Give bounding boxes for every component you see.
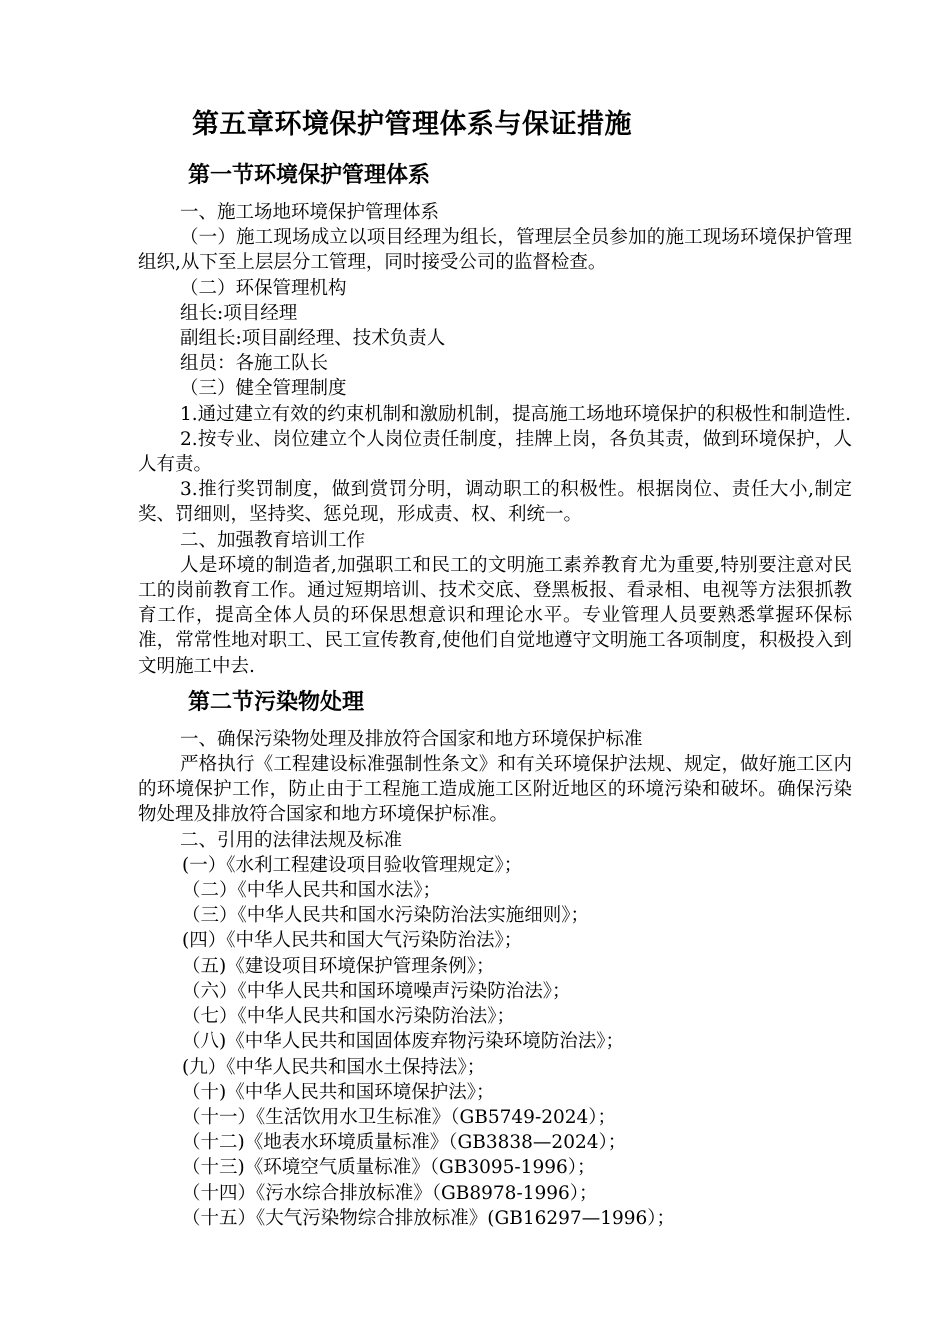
reference-item: （二）《中华人民共和国水法》； <box>182 880 442 902</box>
section-title: 第二节污染物处理 <box>188 689 365 715</box>
heading-item: 二、引用的法律法规及标准 <box>180 829 403 851</box>
heading-item: （三）健全管理制度 <box>180 378 347 400</box>
reference-item: （十)《中华人民共和国环境保护法》； <box>182 1081 495 1103</box>
paragraph: （一）施工现场成立以项目经理为组长，管理层全员参加的施工现场环境保护管理组织,从下至上层层分工管理，同时接受公司的监督检查。 <box>138 227 852 274</box>
paragraph: 2.按专业、岗位建立个人岗位责任制度，挂牌上岗，各负其责，做到环境保护，人人有责。 <box>138 428 852 476</box>
reference-item: (九）《中华人民共和国水土保持法》； <box>182 1056 486 1078</box>
reference-item: （十二)《地表水环境质量标准》（GB3838—2024）； <box>182 1132 627 1154</box>
reference-item: (四）《中华人民共和国大气污染防治法》； <box>182 930 523 952</box>
paragraph: 人是环境的制造者,加强职工和民工的文明施工素养教育尤为重要,特别要注意对民工的岗前教育工作。通过短期培训、技术交底、登黑板报、看录相、电视等方法狠抓教育工作，提高全体人员的环保思想意识和理论水平。专业管理人员要熟悉掌握环保标准，常常性地对职工、民工宣传教育,使他们自觉地遵守文明施工各项制度，积极投入到文明施工中去. <box>138 554 852 677</box>
list-item: 组长:项目经理 <box>180 302 298 324</box>
document-page <box>138 100 852 1231</box>
reference-item: （八)《中华人民共和国固体废弃物污染环境防治法》； <box>182 1031 624 1053</box>
reference-item: （十三)《环境空气质量标准》（GB3095-1996）； <box>182 1157 596 1179</box>
reference-item: (一）《水利工程建设项目验收管理规定》； <box>182 854 523 876</box>
reference-item: （三）《中华人民共和国水污染防治法实施细则》； <box>182 905 590 927</box>
reference-item: （十四）《污水综合排放标准》（GB8978-1996）； <box>182 1182 598 1204</box>
section-title: 第一节环境保护管理体系 <box>188 163 431 188</box>
heading-item: 一、确保污染物处理及排放符合国家和地方环境保护标准 <box>180 728 643 750</box>
heading-item: （二）环保管理机构 <box>180 277 347 299</box>
reference-item: （五)《建设项目环境保护管理条例》； <box>182 955 495 977</box>
reference-item: （十五）《大气污染物综合排放标准》(GB16297—1996）； <box>182 1207 676 1229</box>
reference-item: （七）《中华人民共和国水污染防治法》； <box>182 1006 516 1028</box>
paragraph: 1.通过建立有效的约束机制和激励机制，提高施工场地环境保护的积极性和制造性. <box>180 403 852 425</box>
chapter-title: 第五章环境保护管理体系与保证措施 <box>192 109 632 140</box>
paragraph: 严格执行《工程建设标准强制性条文》和有关环境保护法规、规定，做好施工区内的环境保护工作，防止由于工程施工造成施工区附近地区的环境污染和破坏。确保污染物处理及排放符合国家和地方环境保护标准。 <box>138 754 852 826</box>
reference-item: （六）《中华人民共和国环境噪声污染防治法》； <box>182 980 571 1002</box>
list-item: 组员：各施工队长 <box>180 353 329 375</box>
reference-item: （十一）《生活饮用水卫生标准》（GB5749-2024）； <box>182 1106 617 1128</box>
heading-item: 二、加强教育培训工作 <box>180 529 366 551</box>
reference-list <box>138 853 852 1231</box>
heading-item: 一、施工场地环境保护管理体系 <box>180 202 440 223</box>
paragraph: 3.推行奖罚制度，做到赏罚分明，调动职工的积极性。根据岗位、责任大小,制定奖、罚细则，坚持奖、惩兑现，形成责、权、利统一。 <box>138 479 852 526</box>
list-item: 副组长:项目副经理、技术负责人 <box>180 328 446 350</box>
